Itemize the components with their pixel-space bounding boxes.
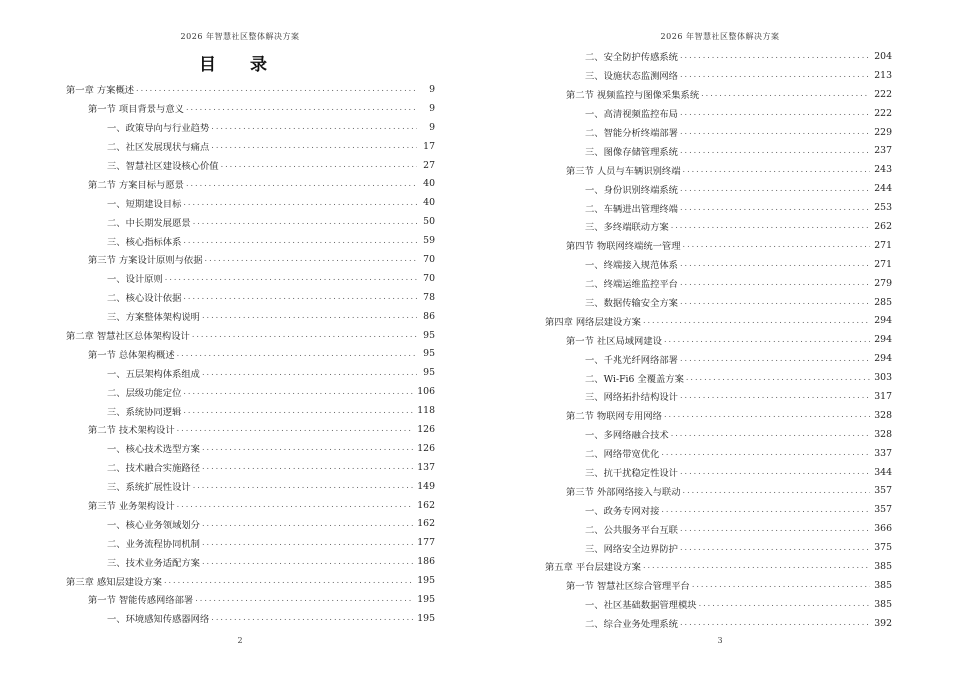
page-header: 2026 年智慧社区整体解决方案 (660, 32, 780, 41)
toc-leader-dots (183, 388, 413, 396)
toc-entry[interactable] (0, 137, 480, 156)
toc-entry-label: 一、千兆光纤网络部署 (585, 352, 680, 366)
toc-leader-dots (680, 619, 870, 627)
toc-entry-label: 三、数据传输安全方案 (585, 295, 680, 309)
toc-entry-label: 三、设施状态监测网络 (585, 68, 680, 82)
toc-entry[interactable] (0, 118, 480, 137)
toc-entry[interactable] (480, 217, 960, 236)
toc-entry-page-number: 162 (417, 499, 435, 511)
toc-entry[interactable] (480, 66, 960, 85)
toc-entry[interactable] (480, 236, 960, 255)
toc-entry-page-number: 195 (417, 593, 435, 605)
toc-entry-page-number: 162 (417, 518, 435, 530)
toc-entry-label: 第一节 智慧社区综合管理平台 (566, 578, 692, 592)
toc-entry-label: 一、终端接入规范体系 (585, 257, 680, 271)
toc-entry-page-number: 294 (874, 315, 892, 327)
toc-entry[interactable] (480, 123, 960, 142)
toc-entry[interactable] (0, 212, 480, 231)
toc-leader-dots (202, 520, 413, 528)
toc-entry[interactable] (0, 552, 480, 571)
toc-entry-page-number: 243 (874, 164, 892, 176)
toc-entry[interactable] (0, 439, 480, 458)
toc-entry[interactable] (0, 80, 480, 99)
right-page (480, 0, 960, 682)
toc-entry-page-number: 195 (417, 575, 435, 587)
toc-title: 目 录 (199, 55, 281, 75)
toc-entry-page-number: 244 (874, 183, 892, 195)
toc-entry-label: 第二节 方案目标与愿景 (88, 177, 186, 191)
toc-entry[interactable] (480, 85, 960, 104)
page-number: 2 (237, 636, 243, 645)
toc-entry-label: 一、设计原则 (107, 271, 165, 285)
toc-entry-page-number: 195 (417, 612, 435, 624)
toc-entry-page-number: 229 (874, 126, 892, 138)
toc-leader-dots (211, 123, 417, 131)
toc-leader-dots (211, 614, 413, 622)
toc-entry-label: 二、层级功能定位 (107, 385, 183, 399)
toc-leader-dots (664, 411, 870, 419)
toc-leader-dots (177, 350, 417, 358)
toc-leader-dots (192, 331, 417, 339)
toc-entry-label: 第一节 智能传感网络部署 (88, 592, 195, 606)
toc-entry-page-number: 50 (423, 216, 435, 228)
toc-entry-label: 二、终端运维监控平台 (585, 276, 680, 290)
toc-entry-label: 一、核心业务领域划分 (107, 517, 202, 531)
toc-entry-label: 第四节 物联网终端统一管理 (566, 238, 683, 252)
toc-entry[interactable] (0, 533, 480, 552)
toc-leader-dots (183, 293, 417, 301)
toc-entry-label: 二、Wi-Fi6 全覆盖方案 (585, 371, 686, 385)
toc-entry-label: 二、社区发展现状与痛点 (107, 139, 211, 153)
toc-leader-dots (202, 312, 417, 320)
toc-entry-label: 二、网络带宽优化 (585, 446, 661, 460)
toc-leader-dots (183, 199, 417, 207)
toc-entry[interactable] (0, 250, 480, 269)
toc-leader-dots (680, 109, 870, 117)
toc-entry-page-number: 186 (417, 556, 435, 568)
toc-entry-label: 一、多网络融合技术 (585, 427, 671, 441)
toc-entry[interactable] (480, 311, 960, 330)
toc-entry-page-number: 213 (874, 69, 892, 81)
page-header: 2026 年智慧社区整体解决方案 (180, 32, 300, 41)
toc-leader-dots (686, 374, 870, 382)
toc-entry-page-number: 294 (874, 334, 892, 346)
toc-entry[interactable] (480, 576, 960, 595)
toc-entry-page-number: 9 (429, 83, 435, 95)
toc-entry-label: 三、核心指标体系 (107, 234, 183, 248)
toc-leader-dots (205, 255, 417, 263)
toc-entry-label: 三、网络安全边界防护 (585, 541, 680, 555)
toc-entry-label: 第三节 人员与车辆识别终端 (566, 163, 683, 177)
toc-entry-label: 一、环境感知传感器网络 (107, 611, 211, 625)
toc-entry-label: 三、技术业务适配方案 (107, 555, 202, 569)
toc-leader-dots (193, 482, 414, 490)
toc-leader-dots (643, 317, 870, 325)
toc-entry-label: 一、政策导向与行业趋势 (107, 120, 211, 134)
toc-entry-page-number: 126 (417, 442, 435, 454)
toc-entry-label: 三、智慧社区建设核心价值 (107, 158, 221, 172)
toc-entry-label: 第一节 总体架构概述 (88, 347, 177, 361)
toc-leader-dots (202, 558, 413, 566)
toc-entry[interactable] (0, 571, 480, 590)
toc-entry-label: 第三章 感知层建设方案 (66, 574, 164, 588)
toc-leader-dots (680, 52, 870, 60)
toc-entry-label: 二、业务流程协同机制 (107, 536, 202, 550)
toc-entry[interactable] (480, 104, 960, 123)
toc-entry[interactable] (480, 519, 960, 538)
toc-entry-page-number: 385 (874, 579, 892, 591)
toc-entry-label: 二、车辆进出管理终端 (585, 201, 680, 215)
toc-entry-page-number: 126 (417, 423, 435, 435)
toc-entry-page-number: 271 (874, 239, 892, 251)
toc-leader-dots (692, 581, 870, 589)
toc-leader-dots (671, 222, 871, 230)
toc-entry[interactable] (0, 382, 480, 401)
toc-leader-dots (683, 166, 871, 174)
toc-leader-dots (221, 161, 417, 169)
toc-leader-dots (186, 104, 417, 112)
toc-entry-page-number: 357 (874, 485, 892, 497)
toc-entry[interactable] (0, 590, 480, 609)
page-number: 3 (717, 636, 723, 645)
toc-entry-page-number: 137 (417, 461, 435, 473)
toc-entry[interactable] (480, 557, 960, 576)
toc-entry-label: 第一节 项目背景与意义 (88, 101, 186, 115)
toc-entry[interactable] (480, 387, 960, 406)
toc-leader-dots (177, 425, 414, 433)
toc-leader-dots (671, 430, 871, 438)
toc-entry[interactable] (0, 99, 480, 118)
toc-entry-label: 三、图像存储管理系统 (585, 144, 680, 158)
toc-entry[interactable] (0, 496, 480, 515)
toc-entry[interactable] (480, 255, 960, 274)
toc-leader-dots (202, 463, 413, 471)
toc-leader-dots (165, 274, 417, 282)
toc-entry-page-number: 40 (423, 178, 435, 190)
toc-entry-label: 第五章 平台层建设方案 (545, 559, 643, 573)
toc-entry[interactable] (0, 269, 480, 288)
toc-entry-page-number: 366 (874, 523, 892, 535)
toc-list-right (480, 47, 960, 633)
toc-entry-page-number: 9 (429, 121, 435, 133)
toc-entry-page-number: 385 (874, 560, 892, 572)
toc-entry-label: 第二章 智慧社区总体架构设计 (66, 328, 192, 342)
toc-entry-label: 一、五层架构体系组成 (107, 366, 202, 380)
toc-entry[interactable] (0, 401, 480, 420)
toc-entry-page-number: 86 (423, 310, 435, 322)
toc-entry-page-number: 78 (423, 291, 435, 303)
toc-entry-page-number: 271 (874, 258, 892, 270)
toc-entry-label: 三、抗干扰稳定性设计 (585, 465, 680, 479)
toc-entry-page-number: 385 (874, 598, 892, 610)
toc-entry-label: 二、核心设计依据 (107, 290, 183, 304)
toc-entry-label: 第二节 技术架构设计 (88, 422, 177, 436)
toc-leader-dots (183, 407, 413, 415)
toc-entry-page-number: 237 (874, 145, 892, 157)
toc-entry-label: 三、方案整体架构说明 (107, 309, 202, 323)
toc-entry-label: 第四章 网络层建设方案 (545, 314, 643, 328)
toc-entry-label: 一、身份识别终端系统 (585, 182, 680, 196)
toc-entry-label: 二、公共服务平台互联 (585, 522, 680, 536)
toc-entry-label: 一、政务专网对接 (585, 503, 661, 517)
toc-entry-label: 二、技术融合实施路径 (107, 460, 202, 474)
toc-entry-label: 三、网络拓扑结构设计 (585, 389, 680, 403)
toc-entry-page-number: 337 (874, 447, 892, 459)
toc-entry[interactable] (480, 160, 960, 179)
toc-leader-dots (680, 355, 870, 363)
toc-entry[interactable] (480, 444, 960, 463)
toc-entry-page-number: 253 (874, 202, 892, 214)
toc-entry[interactable] (0, 156, 480, 175)
toc-entry[interactable] (0, 363, 480, 382)
toc-entry[interactable] (480, 406, 960, 425)
toc-leader-dots (680, 525, 870, 533)
toc-entry[interactable] (0, 458, 480, 477)
toc-leader-dots (680, 147, 870, 155)
toc-entry-page-number: 106 (417, 386, 435, 398)
toc-entry-label: 一、高清视频监控布局 (585, 106, 680, 120)
toc-entry[interactable] (480, 538, 960, 557)
toc-leader-dots (683, 241, 871, 249)
toc-leader-dots (643, 562, 870, 570)
toc-entry-page-number: 303 (874, 372, 892, 384)
toc-entry-page-number: 149 (417, 480, 435, 492)
toc-entry[interactable] (480, 141, 960, 160)
toc-entry[interactable] (480, 500, 960, 519)
toc-entry[interactable] (480, 293, 960, 312)
toc-leader-dots (211, 142, 417, 150)
toc-leader-dots (680, 128, 870, 136)
toc-entry-label: 一、社区基础数据管理模块 (585, 597, 699, 611)
toc-entry-page-number: 357 (874, 504, 892, 516)
toc-entry-page-number: 262 (874, 220, 892, 232)
toc-entry-page-number: 118 (417, 405, 435, 417)
toc-entry[interactable] (480, 425, 960, 444)
toc-entry-label: 二、中长期发展愿景 (107, 215, 193, 229)
toc-entry[interactable] (0, 609, 480, 628)
toc-leader-dots (680, 260, 870, 268)
toc-entry-page-number: 222 (874, 88, 892, 100)
toc-entry[interactable] (480, 595, 960, 614)
toc-leader-dots (202, 444, 413, 452)
toc-entry-label: 第一节 社区局域网建设 (566, 333, 664, 347)
toc-entry-label: 三、系统协同逻辑 (107, 404, 183, 418)
toc-entry-page-number: 177 (417, 537, 435, 549)
toc-leader-dots (186, 180, 417, 188)
toc-entry-page-number: 95 (423, 367, 435, 379)
toc-leader-dots (202, 539, 413, 547)
toc-entry-page-number: 95 (423, 329, 435, 341)
toc-entry-page-number: 222 (874, 107, 892, 119)
toc-leader-dots (680, 185, 870, 193)
toc-entry-label: 第二节 视频监控与图像采集系统 (566, 87, 701, 101)
toc-entry-label: 第二节 物联网专用网络 (566, 408, 664, 422)
toc-entry-label: 第三节 外部网络接入与联动 (566, 484, 683, 498)
toc-entry[interactable] (480, 274, 960, 293)
toc-entry[interactable] (480, 481, 960, 500)
toc-entry[interactable] (0, 477, 480, 496)
toc-entry[interactable] (0, 288, 480, 307)
toc-entry-page-number: 204 (874, 50, 892, 62)
toc-entry-page-number: 279 (874, 277, 892, 289)
toc-entry[interactable] (480, 368, 960, 387)
toc-entry[interactable] (480, 179, 960, 198)
toc-leader-dots (183, 237, 417, 245)
toc-leader-dots (164, 577, 413, 585)
toc-leader-dots (680, 71, 870, 79)
toc-entry-label: 二、安全防护传感系统 (585, 49, 680, 63)
toc-entry[interactable] (480, 349, 960, 368)
toc-entry[interactable] (0, 420, 480, 439)
toc-leader-dots (661, 449, 870, 457)
toc-entry[interactable] (480, 463, 960, 482)
toc-entry[interactable] (0, 514, 480, 533)
toc-entry-page-number: 70 (423, 253, 435, 265)
toc-leader-dots (680, 392, 870, 400)
toc-leader-dots (177, 501, 414, 509)
toc-entry[interactable] (0, 174, 480, 193)
toc-leader-dots (680, 204, 870, 212)
toc-entry-page-number: 375 (874, 542, 892, 554)
toc-entry[interactable] (480, 47, 960, 66)
toc-entry-label: 二、智能分析终端部署 (585, 125, 680, 139)
toc-entry-page-number: 344 (874, 466, 892, 478)
toc-leader-dots (193, 218, 417, 226)
toc-entry[interactable] (480, 614, 960, 633)
toc-leader-dots (664, 336, 870, 344)
toc-leader-dots (683, 487, 871, 495)
toc-leader-dots (680, 279, 870, 287)
toc-entry-page-number: 27 (423, 159, 435, 171)
toc-entry[interactable] (0, 307, 480, 326)
toc-list-left (0, 80, 480, 628)
toc-entry-label: 第三节 业务架构设计 (88, 498, 177, 512)
toc-leader-dots (699, 600, 871, 608)
toc-entry-page-number: 285 (874, 296, 892, 308)
toc-leader-dots (661, 506, 870, 514)
toc-entry-page-number: 328 (874, 428, 892, 440)
toc-leader-dots (680, 544, 870, 552)
toc-entry-label: 第一章 方案概述 (66, 82, 136, 96)
toc-leader-dots (680, 298, 870, 306)
toc-leader-dots (202, 369, 417, 377)
toc-entry-label: 三、多终端联动方案 (585, 219, 671, 233)
toc-entry-page-number: 17 (423, 140, 435, 152)
toc-entry[interactable] (0, 193, 480, 212)
toc-entry-page-number: 9 (429, 102, 435, 114)
toc-entry-page-number: 294 (874, 353, 892, 365)
toc-entry-label: 第三节 方案设计原则与依据 (88, 252, 205, 266)
toc-leader-dots (195, 595, 413, 603)
toc-entry-label: 一、核心技术选型方案 (107, 441, 202, 455)
toc-entry-label: 一、短期建设目标 (107, 196, 183, 210)
toc-entry[interactable] (0, 344, 480, 363)
toc-entry-page-number: 40 (423, 197, 435, 209)
toc-entry[interactable] (480, 330, 960, 349)
toc-entry[interactable] (480, 198, 960, 217)
toc-entry-page-number: 317 (874, 390, 892, 402)
toc-entry[interactable] (0, 326, 480, 345)
toc-leader-dots (680, 468, 870, 476)
toc-entry-label: 二、综合业务处理系统 (585, 616, 680, 630)
toc-entry-page-number: 59 (423, 235, 435, 247)
toc-entry-page-number: 70 (423, 272, 435, 284)
toc-entry-label: 三、系统扩展性设计 (107, 479, 193, 493)
toc-leader-dots (701, 90, 870, 98)
toc-entry[interactable] (0, 231, 480, 250)
toc-entry-page-number: 328 (874, 409, 892, 421)
toc-leader-dots (136, 85, 417, 93)
toc-entry-page-number: 95 (423, 348, 435, 360)
toc-entry-page-number: 392 (874, 617, 892, 629)
